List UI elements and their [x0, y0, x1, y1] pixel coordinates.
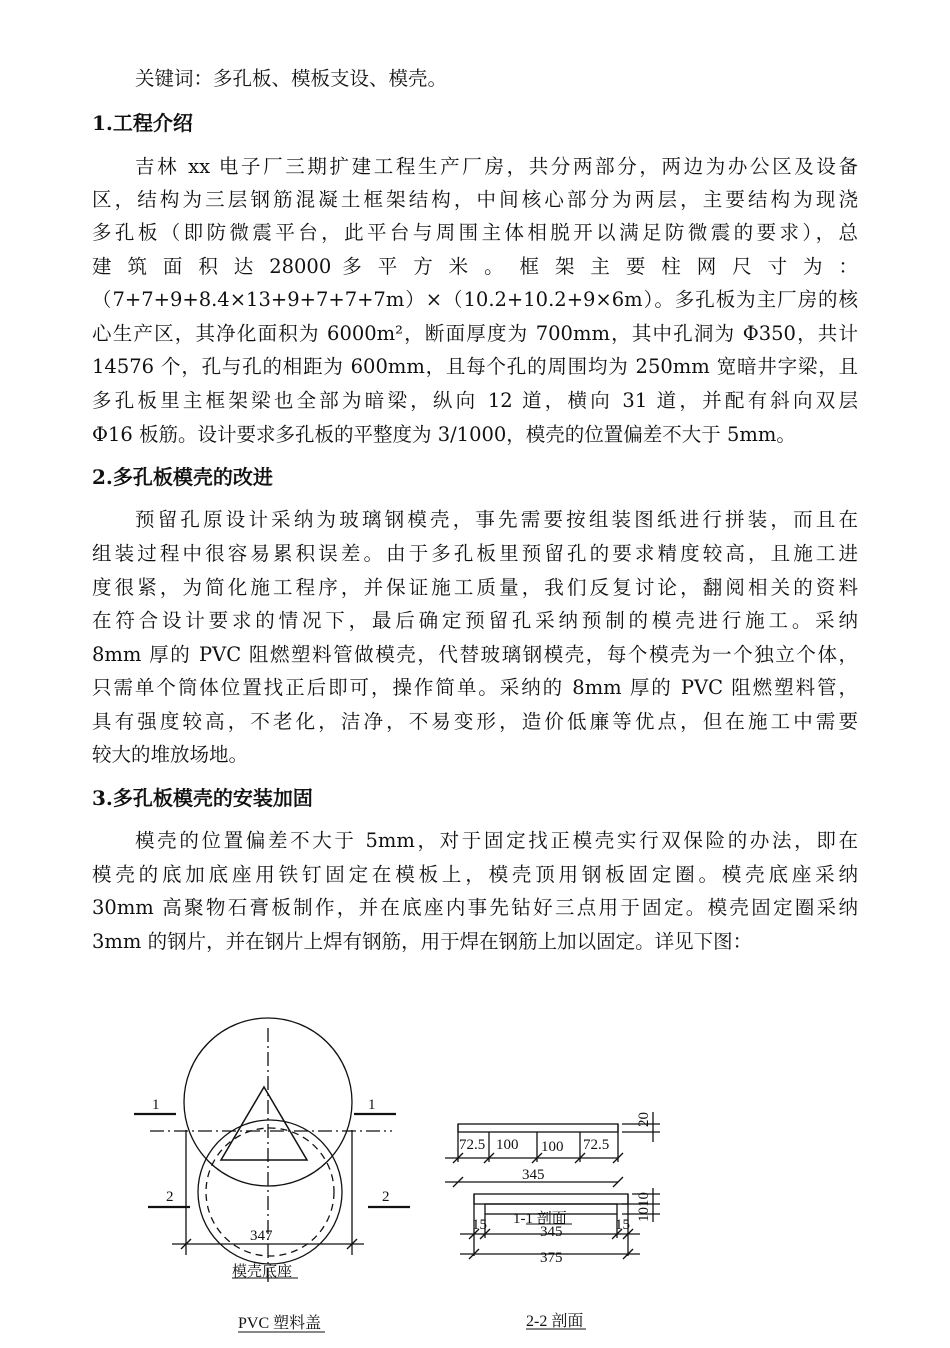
section-2-line: 较大的堆放场地。 — [92, 743, 249, 766]
section-2-line: 只需单个筒体位置找正后即可，操作简单。采纳的 8mm 厚的 PVC 阻燃塑料管， — [92, 676, 858, 699]
section-3-line: 模壳的位置偏差不大于 5mm，对于固定找正模壳实行双保险的办法，即在 — [135, 829, 858, 852]
dim-345-label: 345 — [522, 1167, 545, 1183]
section-3-heading: 3.多孔板模壳的安装加固 — [92, 786, 313, 810]
section-1-line: 区，结构为三层钢筋混凝土框架结构，中间核心部分为两层，主要结构为现浇 — [92, 188, 858, 211]
section-1-line: 多孔板里主框架梁也全部为暗梁，纵向 12 道，横向 31 道，并配有斜向双层 — [92, 389, 858, 412]
dim-20-label: 20 — [636, 1112, 652, 1127]
section-22-caption: 2-2 剖面 — [526, 1313, 584, 1330]
section-1-line: 吉林 xx 电子厂三期扩建工程生产厂房，共分两部分，两边为办公区及设备 — [135, 155, 858, 178]
section-1-line: （7+7+9+8.4×13+9+7+7+7m）×（10.2+10.2+9×6m）。多孔板为主厂房的核 — [92, 288, 858, 311]
section-1-line: 14576 个，孔与孔的相距为 600mm，且每个孔的周围均为 250mm 宽暗井字梁，且 — [92, 355, 858, 378]
dim-1010-label: 1010 — [636, 1192, 652, 1222]
section-3-line: 30mm 高聚物石膏板制作，并在底座内事先钻好三点用于固定。模壳固定圈采纳 — [92, 896, 858, 919]
section-2-line: 度很紧，为简化施工程序，并保证施工质量，我们反复讨论，翻阅相关的资料 — [92, 576, 858, 599]
base-label: 模壳底座 — [232, 1264, 293, 1280]
section-2-line: 具有强度较高，不老化，洁净，不易变形，造价低廉等优点，但在施工中需要 — [92, 710, 858, 733]
section-1-line: 心生产区，其净化面积为 6000m²，断面厚度为 700mm，其中孔洞为 Φ350，共计 — [92, 322, 858, 345]
section-2-line: 在符合设计要求的情况下，最后确定预留孔采纳预制的模壳进行施工。采纳 — [92, 609, 858, 632]
formwork-shell-drawing — [0, 1010, 950, 1344]
section-2-line: 8mm 厚的 PVC 阻燃塑料管做模壳，代替玻璃钢模壳，每个模壳为一个独立个体， — [92, 643, 858, 666]
dim-15-label: 15 — [472, 1217, 487, 1233]
section-2-heading: 2.多孔板模壳的改进 — [92, 465, 273, 489]
left-caption: PVC 塑料盖 — [238, 1315, 322, 1332]
plate-2-2-top — [474, 1194, 628, 1204]
section-2-line: 组装过程中很容易累积误差。由于多孔板里预留孔的要求精度较高，且施工进 — [92, 542, 858, 565]
section-1-right-label: 1 — [368, 1097, 376, 1113]
dim-345-bottom-label: 345 — [540, 1224, 563, 1240]
plate-1-1 — [458, 1124, 618, 1132]
dim-100-label: 100 — [541, 1139, 564, 1155]
section-1-line: Φ16 板筋。设计要求多孔板的平整度为 3/1000，模壳的位置偏差不大于 5mm。 — [92, 423, 796, 446]
drawing-svg — [0, 1010, 950, 1344]
dim-15-label: 15 — [615, 1217, 630, 1233]
section-2-left-label: 2 — [166, 1189, 174, 1205]
dim-375-label: 375 — [540, 1250, 563, 1266]
section-1-line: 建 筑 面 积 达 28000 多 平 方 米 。 框 架 主 要 柱 网 尺 寸 为 ： — [92, 255, 858, 278]
keywords-line: 关键词：多孔板、模板支设、模壳。 — [135, 67, 448, 90]
dim-72-5-label: 72.5 — [583, 1137, 610, 1153]
section-2-right-label: 2 — [382, 1189, 390, 1205]
section-3-line: 3mm 的钢片，并在钢片上焊有钢筋，用于焊在钢筋上加以固定。详见下图： — [92, 930, 753, 953]
section-1-left-label: 1 — [152, 1097, 160, 1113]
section-11-caption: 1-1 剖面 — [513, 1211, 567, 1227]
dim-100-label: 100 — [496, 1137, 519, 1153]
dim-72-5-label: 72.5 — [459, 1137, 486, 1153]
section-2-line: 预留孔原设计采纳为玻璃钢模壳，事先需要按组装图纸进行拼装，而且在 — [135, 508, 858, 531]
dim-347-label: 347 — [250, 1228, 273, 1244]
section-1-line: 多孔板（即防微震平台，此平台与周围主体相脱开以满足防微震的要求），总 — [92, 221, 858, 244]
section-3-line: 模壳的底加底座用铁钉固定在模板上，模壳顶用钢板固定圈。模壳底座采纳 — [92, 863, 858, 886]
section-1-heading: 1.工程介绍 — [92, 111, 193, 135]
